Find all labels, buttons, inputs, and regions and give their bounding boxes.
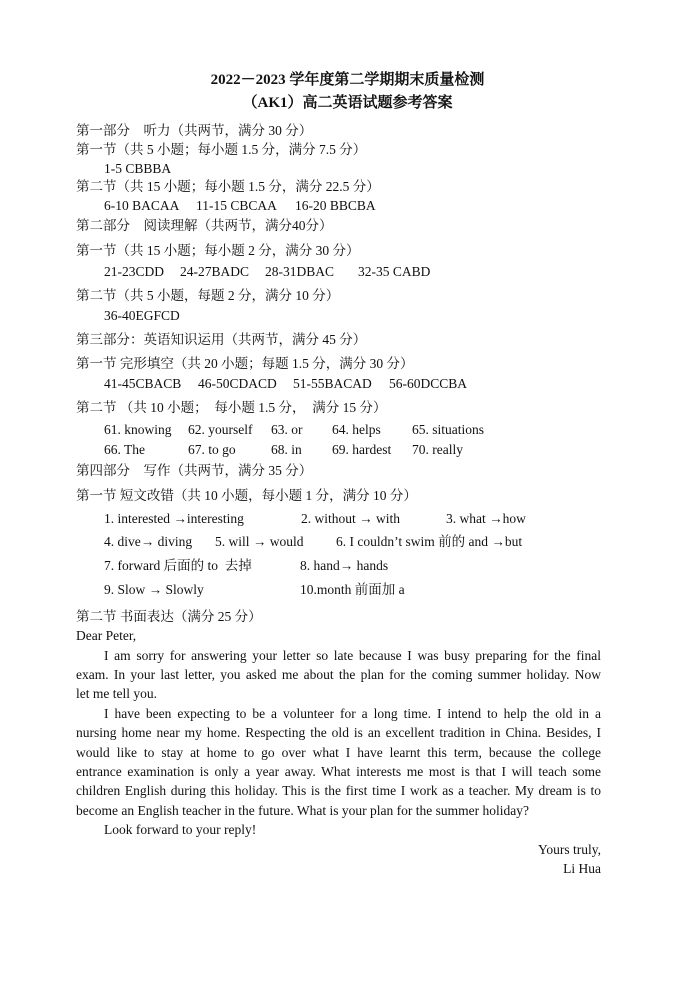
answer-item: 64. helps [332, 422, 381, 437]
answer-item: 62. yourself [188, 422, 253, 437]
letter-line: I am sorry for answering your letter so late because I was busy preparing for the final [104, 648, 601, 663]
answer-group: 51-55BACAD [293, 376, 372, 391]
answer-group: 28-31DBAC [265, 264, 335, 279]
letter-line: exam. In your last letter, you asked me about the plan for the coming summer holiday. Now [76, 667, 601, 682]
answer-item: 63. or [271, 422, 303, 437]
section-heading: 第一节（共 5 小题；每小题 1.5 分，满分 7.5 分） [76, 142, 367, 157]
section-heading: 第二节 （共 10 小题； 每小题 1.5 分， 满分 15 分） [76, 400, 387, 415]
part-heading: 第三部分：英语知识运用（共两节，满分 45 分） [76, 332, 367, 347]
correction-item: 9. Slow → Slowly [104, 582, 204, 597]
letter-line: nursing home near my home. Respecting the old is an excellent tradition in China. Besides, I [76, 725, 601, 740]
correction-item: 3. what →how [446, 511, 526, 526]
answer-item: 61. knowing [104, 422, 172, 437]
section-heading: 第二节（共 15 小题；每小题 1.5 分，满分 22.5 分） [76, 179, 380, 194]
part-heading: 第四部分 写作（共两节，满分 35 分） [76, 463, 313, 478]
answer-item: 66. The [104, 442, 145, 457]
correction-item: 6. I couldn’t swim 前的 and →but [336, 534, 523, 549]
section-heading: 第一节（共 15 小题；每小题 2 分，满分 30 分） [76, 243, 360, 258]
correction-item: 7. forward 后面的 to 去掉 [104, 558, 252, 573]
letter-line: Look forward to your reply! [104, 822, 257, 837]
letter-salutation: Dear Peter, [76, 628, 137, 643]
answer-group: 32-35 CABD [358, 264, 431, 279]
section-heading: 第一节 完形填空（共 20 小题；每题 1.5 分，满分 30 分） [76, 356, 414, 371]
answer-item: 69. hardest [332, 442, 392, 457]
answer-group: 36-40EGFCD [104, 308, 180, 323]
letter-line: I have been expecting to be a volunteer for a long time. I intend to help the old in a [104, 706, 601, 721]
answer-item: 67. to go [188, 442, 236, 457]
document-subtitle: （AK1）高二英语试题参考答案 [242, 95, 453, 111]
answer-group: 41-45CBACB [104, 376, 182, 391]
letter-line: let me tell you. [76, 686, 157, 701]
letter-closing: Yours truly, [537, 842, 601, 857]
answer-group: 56-60DCCBA [389, 376, 468, 391]
letter-line: would like to stay at home to go over what I have learnt this term, because the college [76, 745, 601, 760]
answer-group: 21-23CDD [104, 264, 164, 279]
answer-group: 11-15 CBCAA [196, 198, 277, 213]
letter-line: entrance examination is only a year away. What interests me most is that I will teach some [76, 764, 601, 779]
answer-group: 16-20 BBCBA [295, 198, 376, 213]
answer-item: 70. really [412, 442, 463, 457]
correction-item: 4. dive→ diving [104, 534, 193, 549]
correction-item: 8. hand→ hands [300, 558, 389, 573]
section-heading: 第二节 书面表达（满分 25 分） [76, 609, 262, 624]
answer-group: 1-5 CBBBA [104, 161, 172, 176]
correction-item: 2. without → with [301, 511, 401, 526]
answer-item: 68. in [271, 442, 302, 457]
answer-item: 65. situations [412, 422, 485, 437]
answer-group: 24-27BADC [180, 264, 250, 279]
part-heading: 第一部分 听力（共两节，满分 30 分） [76, 123, 313, 138]
section-heading: 第二节（共 5 小题，每题 2 分，满分 10 分） [76, 288, 340, 303]
correction-item: 5. will → would [215, 534, 304, 549]
document-title: 2022－2023 学年度第二学期期末质量检测 [210, 72, 485, 88]
letter-line: children English during this holiday. This is the first time I work as a teacher. My dream is to [76, 783, 601, 798]
answer-group: 6-10 BACAA [104, 198, 180, 213]
answer-group: 46-50CDACD [198, 376, 277, 391]
letter-line: become an English teacher in the future. What is your plan for the summer holiday? [76, 803, 529, 818]
part-heading: 第二部分 阅读理解（共两节，满分40分） [76, 218, 333, 233]
section-heading: 第一节 短文改错（共 10 小题，每小题 1 分，满分 10 分） [76, 488, 417, 503]
correction-item: 10.month 前面加 a [300, 582, 405, 597]
correction-item: 1. interested →interesting [104, 511, 244, 526]
letter-signature: Li Hua [563, 861, 601, 876]
